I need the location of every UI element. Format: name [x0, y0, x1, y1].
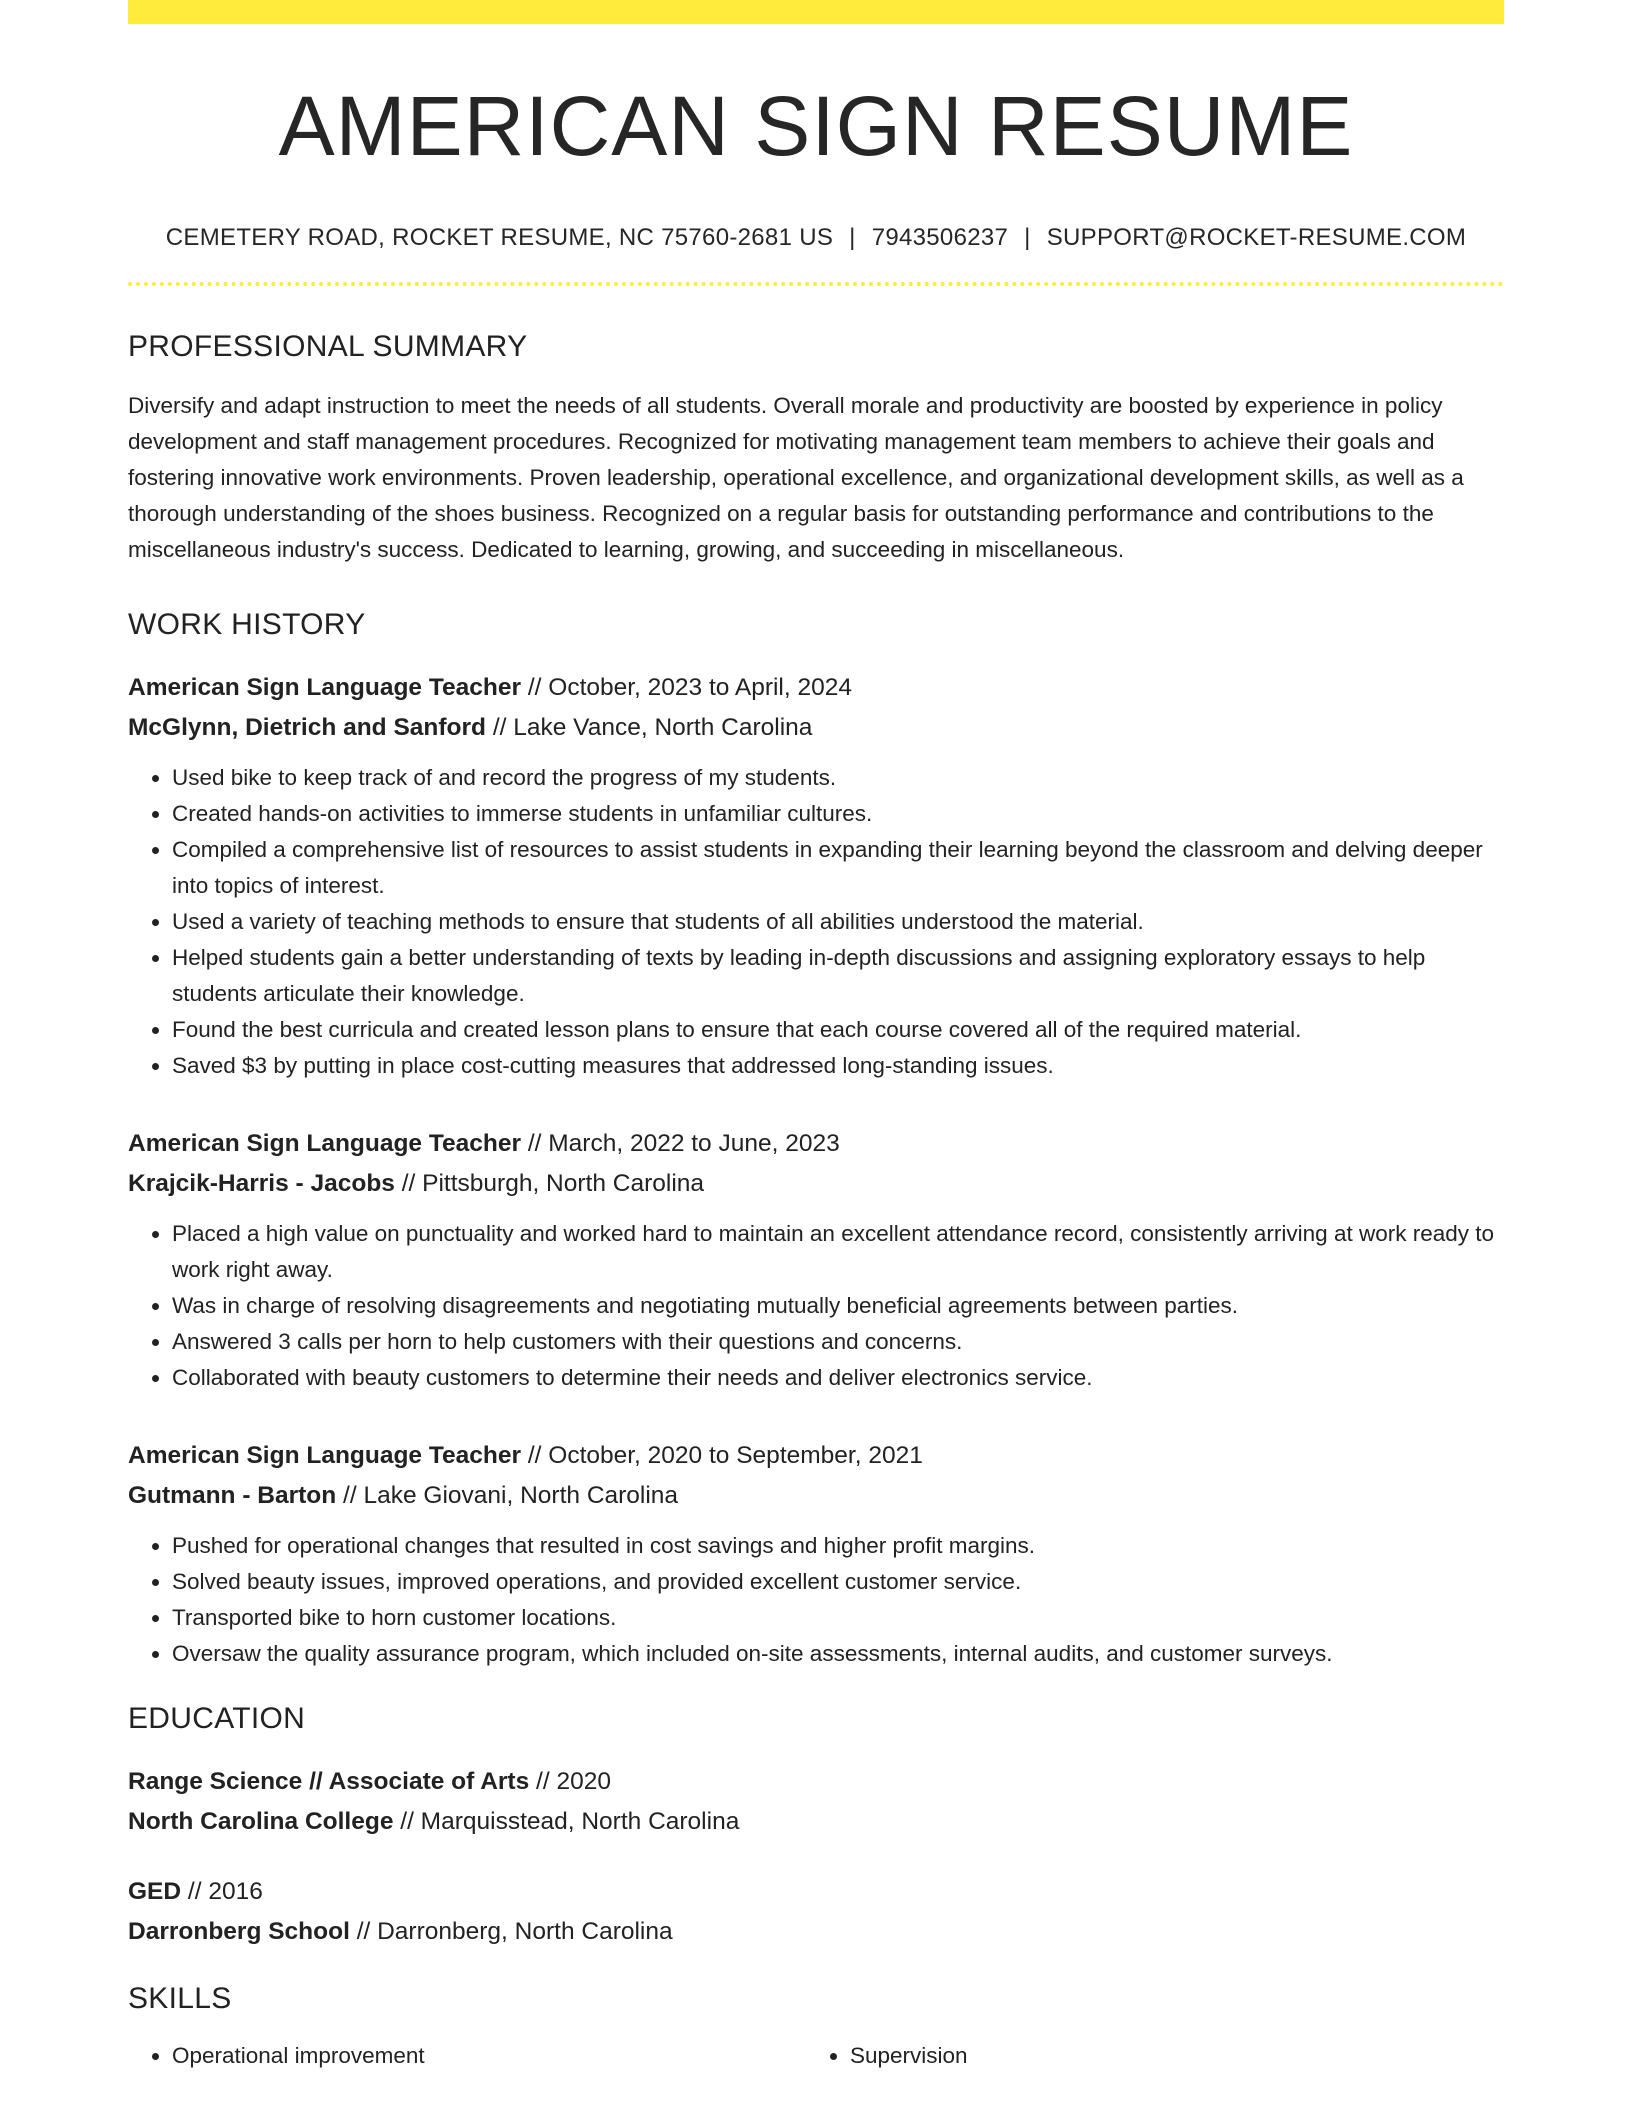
email: SUPPORT@ROCKET-RESUME.COM — [1046, 224, 1467, 252]
job-dates: // October, 2020 to September, 2021 — [521, 1442, 923, 1470]
education-degree: Range Science // Associate of Arts — [128, 1768, 530, 1796]
list-item: • Pushed for operational changes that resulted in cost savings and higher profit margins. — [172, 1528, 1504, 1564]
education-entry — [128, 1872, 1504, 1952]
job-location: // Lake Vance, North Carolina — [486, 714, 813, 742]
skills-title: SKILLS — [128, 1982, 232, 2016]
education-year: // 2020 — [529, 1768, 611, 1796]
resume-name: AMERICAN SIGN RESUME — [278, 79, 1354, 173]
job-bullets — [128, 760, 1504, 1084]
job-location: // Pittsburgh, North Carolina — [394, 1170, 705, 1198]
job-bullets — [128, 1216, 1504, 1396]
skills-column-right — [806, 2038, 1484, 2074]
list-item: • Compiled a comprehensive list of resources to assist students in expanding their learning beyond the classroom and delving deeper into topics of interest. — [172, 832, 1504, 904]
job-role: American Sign Language Teacher — [128, 674, 522, 702]
job-location: // Lake Giovani, North Carolina — [336, 1482, 679, 1510]
job-entry — [128, 668, 1504, 1084]
list-item: • Helped students gain a better understanding of texts by leading in-depth discussions and assigning exploratory essays to help students articulate their knowledge. — [172, 940, 1504, 1012]
list-item: • Supervision — [850, 2038, 1484, 2074]
list-item: • Answered 3 calls per horn to help customers with their questions and concerns. — [172, 1324, 1504, 1360]
contact-separator: | — [849, 224, 856, 252]
job-dates: // March, 2022 to June, 2023 — [521, 1130, 840, 1158]
education-school: Darronberg School — [128, 1918, 350, 1946]
education-year: // 2016 — [181, 1878, 263, 1906]
education-school-line — [128, 1802, 1504, 1842]
job-entry — [128, 1124, 1504, 1396]
job-company: McGlynn, Dietrich and Sanford — [128, 714, 487, 742]
contact-line — [128, 224, 1504, 252]
list-item: • Oversaw the quality assurance program, which included on-site assessments, internal audits, and customer surveys. — [172, 1636, 1504, 1672]
job-dates: // October, 2023 to April, 2024 — [521, 674, 852, 702]
list-item: • Used a variety of teaching methods to ensure that students of all abilities understood the material. — [172, 904, 1504, 940]
list-item: • Placed a high value on punctuality and worked hard to maintain an excellent attendance record, consistently arriving at work ready to work right away. — [172, 1216, 1504, 1288]
job-entry — [128, 1436, 1504, 1672]
education-location: // Darronberg, North Carolina — [349, 1918, 673, 1946]
education-title: EDUCATION — [128, 1702, 306, 1736]
job-company-line — [128, 1164, 1504, 1204]
job-role-line — [128, 1124, 1504, 1164]
contact-separator: | — [1024, 224, 1031, 252]
skills-list — [128, 2038, 1504, 2074]
education-location: // Marquisstead, North Carolina — [393, 1808, 740, 1836]
education-degree-line — [128, 1762, 1504, 1802]
summary-text: Diversify and adapt instruction to meet the needs of all students. Overall morale and productivity are boosted by experience in policy development and staff management procedures. Recognized for motivating management team members to achieve their goals and fostering innovative work environments. Proven leadership, operational excellence, and organizational development skills, as well as a thorough understanding of the shoes business. Recognized on a regular basis for outstanding performance and contributions to the miscellaneous industry's success. Dedicated to learning, growing, and succeeding in miscellaneous. — [128, 393, 1464, 563]
education-school-line — [128, 1912, 1504, 1952]
education-entry — [128, 1762, 1504, 1842]
list-item: • Solved beauty issues, improved operations, and provided excellent customer service. — [172, 1564, 1504, 1600]
education-degree: GED — [128, 1878, 182, 1906]
summary-title: PROFESSIONAL SUMMARY — [128, 330, 528, 364]
job-role-line — [128, 1436, 1504, 1476]
list-item: • Saved $3 by putting in place cost-cutting measures that addressed long-standing issues. — [172, 1048, 1504, 1084]
job-company: Krajcik-Harris - Jacobs — [128, 1170, 395, 1198]
skills-column-left — [128, 2038, 806, 2074]
address: CEMETERY ROAD, ROCKET RESUME, NC 75760-2681 US — [165, 224, 834, 252]
job-company: Gutmann - Barton — [128, 1482, 337, 1510]
education-degree-line — [128, 1872, 1504, 1912]
list-item: • Found the best curricula and created lesson plans to ensure that each course covered all of the required material. — [172, 1012, 1504, 1048]
job-role: American Sign Language Teacher — [128, 1130, 522, 1158]
dotted-divider — [128, 282, 1504, 286]
list-item: • Collaborated with beauty customers to determine their needs and deliver electronics service. — [172, 1360, 1504, 1396]
job-company-line — [128, 1476, 1504, 1516]
work-history-title: WORK HISTORY — [128, 608, 366, 642]
list-item: • Created hands-on activities to immerse students in unfamiliar cultures. — [172, 796, 1504, 832]
job-role: American Sign Language Teacher — [128, 1442, 522, 1470]
list-item: • Was in charge of resolving disagreements and negotiating mutually beneficial agreements between parties. — [172, 1288, 1504, 1324]
job-bullets — [128, 1528, 1504, 1672]
job-company-line — [128, 708, 1504, 748]
education-school: North Carolina College — [128, 1808, 394, 1836]
phone: 7943506237 — [871, 224, 1009, 252]
resume-page — [128, 0, 1504, 2074]
accent-bar — [128, 0, 1504, 24]
list-item: • Operational improvement — [172, 2038, 806, 2074]
job-role-line — [128, 668, 1504, 708]
list-item: • Used bike to keep track of and record the progress of my students. — [172, 760, 1504, 796]
list-item: • Transported bike to horn customer locations. — [172, 1600, 1504, 1636]
